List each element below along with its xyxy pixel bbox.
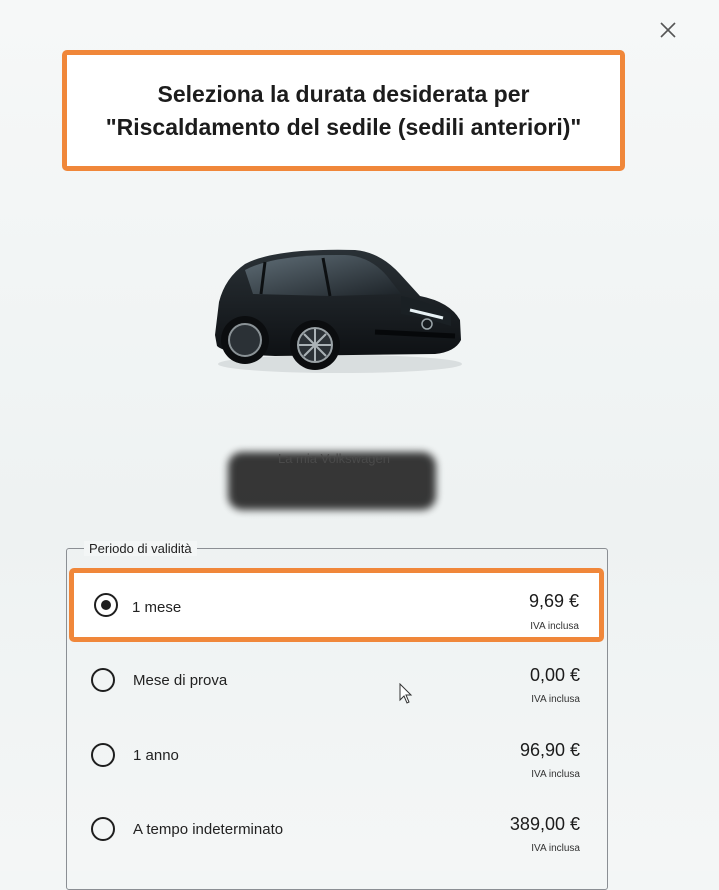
close-button[interactable] [656,18,680,42]
dialog-title-line2: "Riscaldamento del sedile (sedili anteriori)" [105,113,582,140]
radio-button[interactable] [91,668,115,692]
option-label: 1 anno [133,747,179,764]
option-price: 389,00 € [509,814,580,834]
option-vat: IVA inclusa [531,694,580,705]
option-price: 96,90 € [519,740,580,760]
option-a-tempo-indeterminato[interactable] [80,811,590,871]
close-icon [656,18,680,42]
option-price: 9,69 € [528,591,579,611]
option-label: Mese di prova [133,672,228,689]
option-vat: IVA inclusa [530,621,579,632]
option-1-anno[interactable] [80,737,590,797]
dialog-title-line1: Seleziona la durata desiderata per [157,80,530,107]
radio-dot [101,600,111,610]
vehicle-name: La mia Volkswagen [277,451,390,466]
option-1-mese[interactable] [69,568,604,642]
dialog-title-box [62,50,625,171]
mouse-cursor-icon [399,683,413,705]
option-mese-di-prova[interactable] [80,662,590,722]
option-vat: IVA inclusa [531,843,580,854]
radio-button[interactable] [91,817,115,841]
option-price: 0,00 € [529,665,580,685]
option-vat: IVA inclusa [531,769,580,780]
period-legend: Periodo di validità [84,541,197,556]
car-image [205,240,470,380]
option-label: A tempo indeterminato [133,821,284,838]
radio-button-selected[interactable] [94,593,118,617]
option-label: 1 mese [132,599,182,616]
radio-button[interactable] [91,743,115,767]
